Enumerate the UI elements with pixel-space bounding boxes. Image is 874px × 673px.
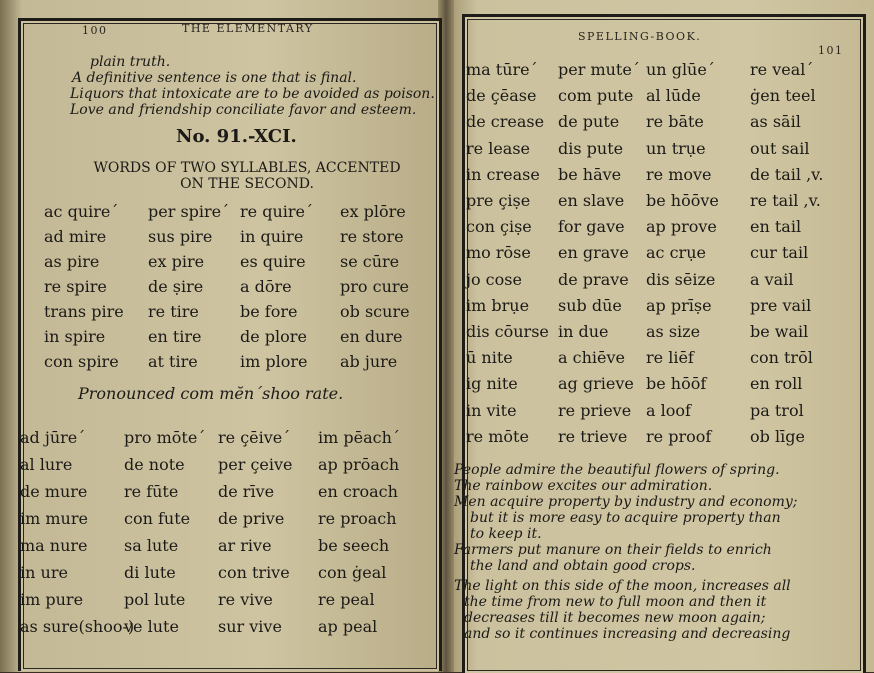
word-cell: a dōre [240,277,292,296]
word-cell: pre çiṣe [466,191,531,210]
word-cell: sub dūe [558,295,622,315]
word-cell: as sāil [750,112,801,132]
word-cell: con trive [218,563,290,582]
word-cell: de plore [240,327,307,346]
word-cell: al lure [20,455,73,474]
word-cell: im brụe [466,295,530,315]
word-cell: im pēach´ [318,428,400,447]
word-cell: as pire [44,252,100,271]
word-cell: in spire [44,327,106,346]
word-cell: in vite [466,400,517,420]
word-cell: de ṣire [148,277,204,296]
left-running-head: THE ELEMENTARY [182,22,314,35]
word-cell: con spire [44,352,119,371]
word-cell: be hōōf [646,374,707,394]
intro-line: Liquors that intoxicate are to be avoided as poison. [70,86,435,102]
word-cell: pre vail [750,295,812,315]
word-cell: re lease [466,138,531,158]
word-cell: ob scure [340,302,410,321]
word-cell: com pute [558,86,634,106]
word-cell: as size [646,322,701,341]
word-cell: re liēf [646,348,694,368]
word-cell: ac quire´ [44,202,119,221]
word-cell: ap prīṣe [646,295,712,315]
word-cell: de pute [558,112,620,132]
word-cell: in due [558,322,609,341]
sentence-line: and so it continues increasing and decreasing [464,626,791,642]
word-cell: ve lute [124,617,179,636]
sentence-line: People admire the beautiful flowers of spring. [454,462,780,478]
word-cell: be hōōve [646,191,719,210]
word-cell: re mōte [466,426,529,446]
word-cell: ū nite [466,348,513,368]
word-cell: de tail ,v. [750,164,824,184]
sentence-line: but it is more easy to acquire property than [470,510,781,526]
word-cell: per çeive [218,455,293,474]
word-cell: ar rive [218,536,272,555]
right-page-number: 101 [818,44,844,57]
word-cell: trans pire [44,302,124,321]
word-cell: pro mōte´ [124,428,206,447]
word-cell: re trieve [558,426,628,446]
word-cell: en slave [558,191,625,210]
word-cell: ap prove [646,217,717,237]
sentence-line: Men acquire property by industry and economy; [454,494,798,510]
sentence-line: The rainbow excites our admiration. [454,478,713,494]
word-cell: en tire [148,327,202,346]
word-cell: re veal´ [750,60,814,79]
word-cell: re spire [44,277,107,296]
word-cell: de prave [558,269,629,289]
word-cell: be wail [750,322,809,341]
word-cell: ac crụe [646,243,706,263]
word-cell: pro cure [340,277,409,296]
word-cell: re tire [148,302,199,321]
word-cell: en grave [558,243,629,263]
word-cell: in ure [20,563,68,582]
word-cell: re çēive´ [218,428,291,447]
word-cell: as sure(shoo-) [20,617,135,636]
word-cell: se cūre [340,252,400,271]
word-cell: un glūe´ [646,60,715,79]
sentence-line: the land and obtain good crops. [470,558,696,574]
pronunciation-note: Pronounced com mĕn´shoo rate. [78,384,344,403]
word-cell: re bāte [646,112,704,132]
sentence-line: the time from new to full moon and then it [464,594,767,610]
word-cell: re peal [318,590,375,609]
word-cell: ap prōach [318,455,400,474]
word-cell: im plore [240,352,308,371]
word-cell: per spire´ [148,202,230,221]
word-cell: ad mire [44,227,107,246]
word-cell: con ġeal [318,563,387,582]
word-cell: sus pire [148,227,213,246]
word-cell: es quire [240,252,306,271]
word-cell: ma nure [20,536,88,555]
right-running-head: SPELLING-BOOK. [578,30,702,43]
word-cell: ap peal [318,617,378,636]
word-cell: a loof [646,400,691,420]
word-cell: a chiēve [558,348,625,368]
word-cell: re tail ,v. [750,191,821,210]
word-cell: un trụe [646,138,706,158]
word-cell: con fute [124,509,191,528]
sentence-line: decreases till it becomes new moon again; [464,610,766,626]
word-cell: per mute´ [558,60,640,79]
word-cell: jo cose [466,269,522,289]
word-cell: dis cōurse [466,322,549,341]
word-cell: sur vive [218,617,282,636]
word-cell: con çiṣe [466,217,532,237]
word-cell: ab jure [340,352,398,371]
word-cell: ob līge [750,426,805,446]
sentence-line: to keep it. [470,526,542,542]
word-cell: dis sēize [646,269,716,289]
word-cell: di lute [124,563,176,582]
word-cell: cur tail [750,243,809,263]
word-cell: be seech [318,536,390,555]
intro-line: plain truth. [90,54,171,70]
word-cell: re quire´ [240,202,313,221]
word-cell: ġen teel [750,86,816,106]
word-cell: de note [124,455,185,474]
word-cell: in crease [466,164,540,184]
word-cell: ma tūre´ [466,60,538,79]
word-cell: ex pire [148,252,205,271]
lesson-title: No. 91.-XCI. [176,126,297,147]
word-cell: en dure [340,327,403,346]
word-cell: al lūde [646,86,701,106]
word-cell: be hāve [558,164,622,184]
word-cell: de mure [20,482,88,501]
word-cell: re move [646,164,712,184]
word-cell: im pure [20,590,84,609]
word-cell: en roll [750,374,803,394]
word-cell: pa trol [750,400,804,420]
word-cell: ad jūre´ [20,428,86,447]
sentence-line: Farmers put manure on their fields to enrich [454,542,772,558]
word-cell: ex plōre [340,202,406,221]
intro-line: Love and friendship conciliate favor and esteem. [70,102,417,118]
word-cell: re store [340,227,404,246]
lesson-subtitle-line: WORDS OF TWO SYLLABLES, ACCENTED [93,160,401,176]
word-cell: de rīve [218,482,275,501]
word-cell: en tail [750,217,802,237]
word-cell: en croach [318,482,398,501]
word-cell: for gave [558,217,625,237]
word-cell: mo rōse [466,243,531,263]
word-cell: de crease [466,112,545,132]
lesson-subtitle-line: ON THE SECOND. [180,176,314,192]
lesson-subtitle [72,160,422,192]
word-cell: at tire [148,352,198,371]
word-cell: sa lute [124,536,179,555]
word-cell: con trōl [750,348,813,368]
intro-line: A definitive sentence is one that is final. [72,70,357,86]
word-cell: dis pute [558,138,624,158]
word-cell: de çēase [466,86,537,106]
word-cell: out sail [750,138,810,158]
sentence-line: The light on this side of the moon, increases all [454,578,791,594]
word-cell: ag grieve [558,374,634,394]
word-cell: a vail [750,269,794,289]
word-cell: re proof [646,426,712,446]
word-cell: pol lute [124,590,186,609]
word-cell: im mure [20,509,88,528]
word-cell: re prieve [558,400,632,420]
left-page-number: 100 [82,24,108,37]
word-cell: re vive [218,590,273,609]
word-cell: in quire [240,227,304,246]
word-cell: re proach [318,509,397,528]
word-cell: re fūte [124,482,179,501]
word-cell: de prive [218,509,285,528]
word-cell: ig nite [466,374,518,394]
word-cell: be fore [240,302,298,321]
